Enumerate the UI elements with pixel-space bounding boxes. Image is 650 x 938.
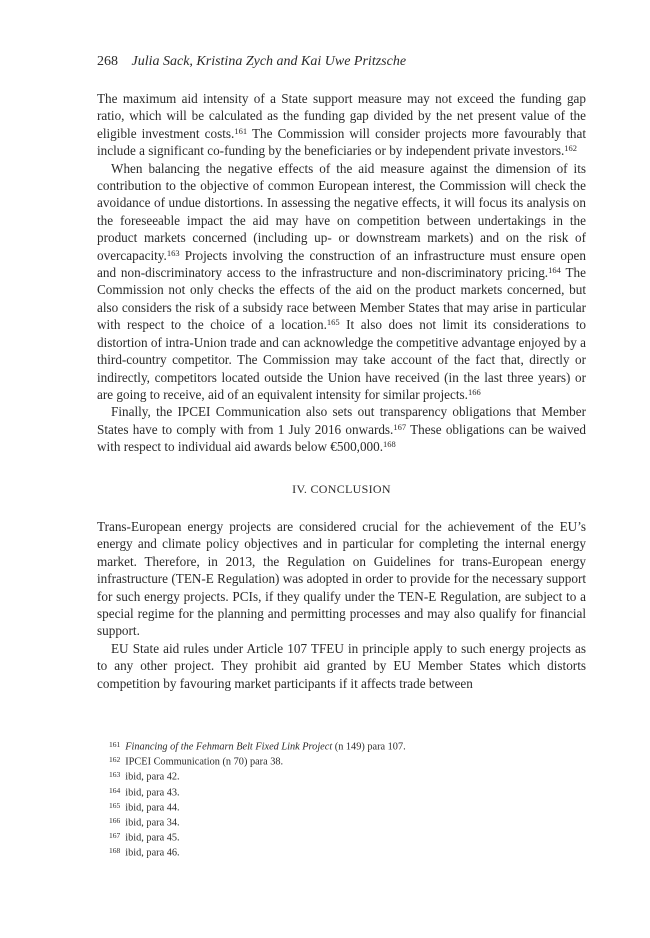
main-text bbox=[97, 90, 586, 692]
footnote-text: ibid, para 44. bbox=[125, 802, 180, 814]
footnote-text: ibid, para 42. bbox=[125, 771, 180, 783]
paragraph-text: When balancing the negative effects of the aid measure against the dimension of its contribution to the objective of common European interest, the Commission will check the avoidance of undue distortions. In assessing the negative effects, it will focus its analysis on the foreseeable impact the aid may have on competition between undertakings in the product markets concerned (including up- or downstream markets) and on the risk of overcapacity. bbox=[97, 160, 586, 263]
footnote bbox=[109, 800, 579, 815]
footnote-ref[interactable]: 168 bbox=[383, 439, 396, 450]
footnote-text: IPCEI Communication (n 70) para 38. bbox=[125, 756, 284, 768]
paragraph-text: The maximum aid intensity of a State support measure may not exceed the funding gap ratio, which will be calculated as the funding gap divided by the net present value of the eligible investment costs. bbox=[97, 91, 586, 141]
paragraph-text: The Commission will consider projects more favourably that include a significant co-funding by the beneficiaries or by independent private investors. bbox=[97, 125, 586, 159]
footnote-ref[interactable]: 161 bbox=[234, 125, 248, 136]
footnote-ref[interactable]: 163 bbox=[166, 247, 180, 258]
paragraph-text: Finally, the IPCEI Communication also sets out transparency obligations that Member States have to comply with from 1 July 2016 onwards. bbox=[97, 404, 586, 437]
section-heading: IV. CONCLUSION bbox=[292, 481, 391, 496]
paragraph-conclusion-1: Trans-European energy projects are considered crucial for the achievement of the EU’s energy and climate policy objectives and in particular for completing the internal energy market. Therefore, in 2013, the Regulation on Guidelines for trans-European energy infrastructure (TEN-E Regulation) was adopted in order to provide for the necessary support for such energy projects. PCIs, if they qualify under the TEN-E Regulation, are subject to a special regime for the planning and permitting processes and may also qualify for financial support. bbox=[97, 518, 586, 639]
paragraph-text: The Commission not only checks the effects of the aid on the product markets concerned, but also considers the risk of a subsidy race between Member States that may arise in particular with respect to the choice of a location. bbox=[97, 265, 586, 333]
footnote-number: 166 bbox=[109, 816, 121, 826]
footnote bbox=[109, 830, 579, 845]
footnote bbox=[109, 769, 579, 784]
footnote-number: 161 bbox=[109, 740, 121, 749]
paragraph-text: These obligations can be waived with respect to individual aid awards below €500,000. bbox=[97, 421, 586, 455]
footnote-ref[interactable]: 167 bbox=[393, 421, 407, 432]
footnote-text: ibid, para 43. bbox=[125, 787, 180, 799]
footnote bbox=[109, 815, 579, 830]
footnote-ref[interactable]: 165 bbox=[326, 317, 340, 328]
footnotes bbox=[109, 739, 579, 861]
footnote-number: 163 bbox=[109, 770, 121, 780]
footnote-number: 164 bbox=[109, 785, 121, 795]
footnote bbox=[109, 754, 579, 769]
running-head-authors: Julia Sack, Kristina Zych and Kai Uwe Pritzsche bbox=[131, 54, 407, 69]
footnote bbox=[109, 845, 579, 860]
paragraph-negative-effects bbox=[97, 160, 586, 404]
footnote-number: 165 bbox=[109, 800, 121, 810]
paragraph-text: It also does not limit its considerations to distortion of intra-Union trade and can acknowledge the competitive advantage enjoyed by a third-country competitor. The Commission may take account of the fact that, directly or indirectly, competitors located outside the Union have received (in the last three years) or are going to receive, aid of an equivalent intensity for similar projects. bbox=[97, 317, 586, 402]
footnote-ref[interactable]: 162 bbox=[564, 143, 578, 154]
page-number: 268 bbox=[97, 54, 118, 69]
footnote-number: 167 bbox=[109, 831, 121, 841]
running-header bbox=[97, 53, 406, 71]
paragraph-transparency bbox=[97, 403, 586, 455]
footnote bbox=[109, 785, 579, 800]
footnote bbox=[109, 739, 579, 754]
footnote-text: ibid, para 45. bbox=[125, 832, 180, 844]
paragraph-conclusion-2: EU State aid rules under Article 107 TFEU in principle apply to such energy projects as to any other project. They prohibit aid granted by EU Member States which distorts competition by favouring market participants if it affects trade between bbox=[97, 640, 586, 691]
paragraph-aid-intensity bbox=[97, 90, 586, 160]
footnote-text: ibid, para 46. bbox=[125, 847, 180, 859]
footnote-text: (n 149) para 107. bbox=[332, 741, 406, 753]
footnote-number: 162 bbox=[109, 755, 121, 765]
footnote-ref[interactable]: 164 bbox=[548, 265, 561, 276]
footnote-text: ibid, para 34. bbox=[125, 817, 180, 829]
footnote-italic-title: Financing of the Fehmarn Belt Fixed Link Project bbox=[125, 741, 333, 753]
footnote-number: 168 bbox=[109, 846, 121, 856]
footnote-ref[interactable]: 166 bbox=[467, 386, 481, 397]
paragraph-text: Projects involving the construction of an infrastructure must ensure open and non-discriminatory access to the infrastructure and non-discriminatory pricing. bbox=[97, 247, 586, 281]
